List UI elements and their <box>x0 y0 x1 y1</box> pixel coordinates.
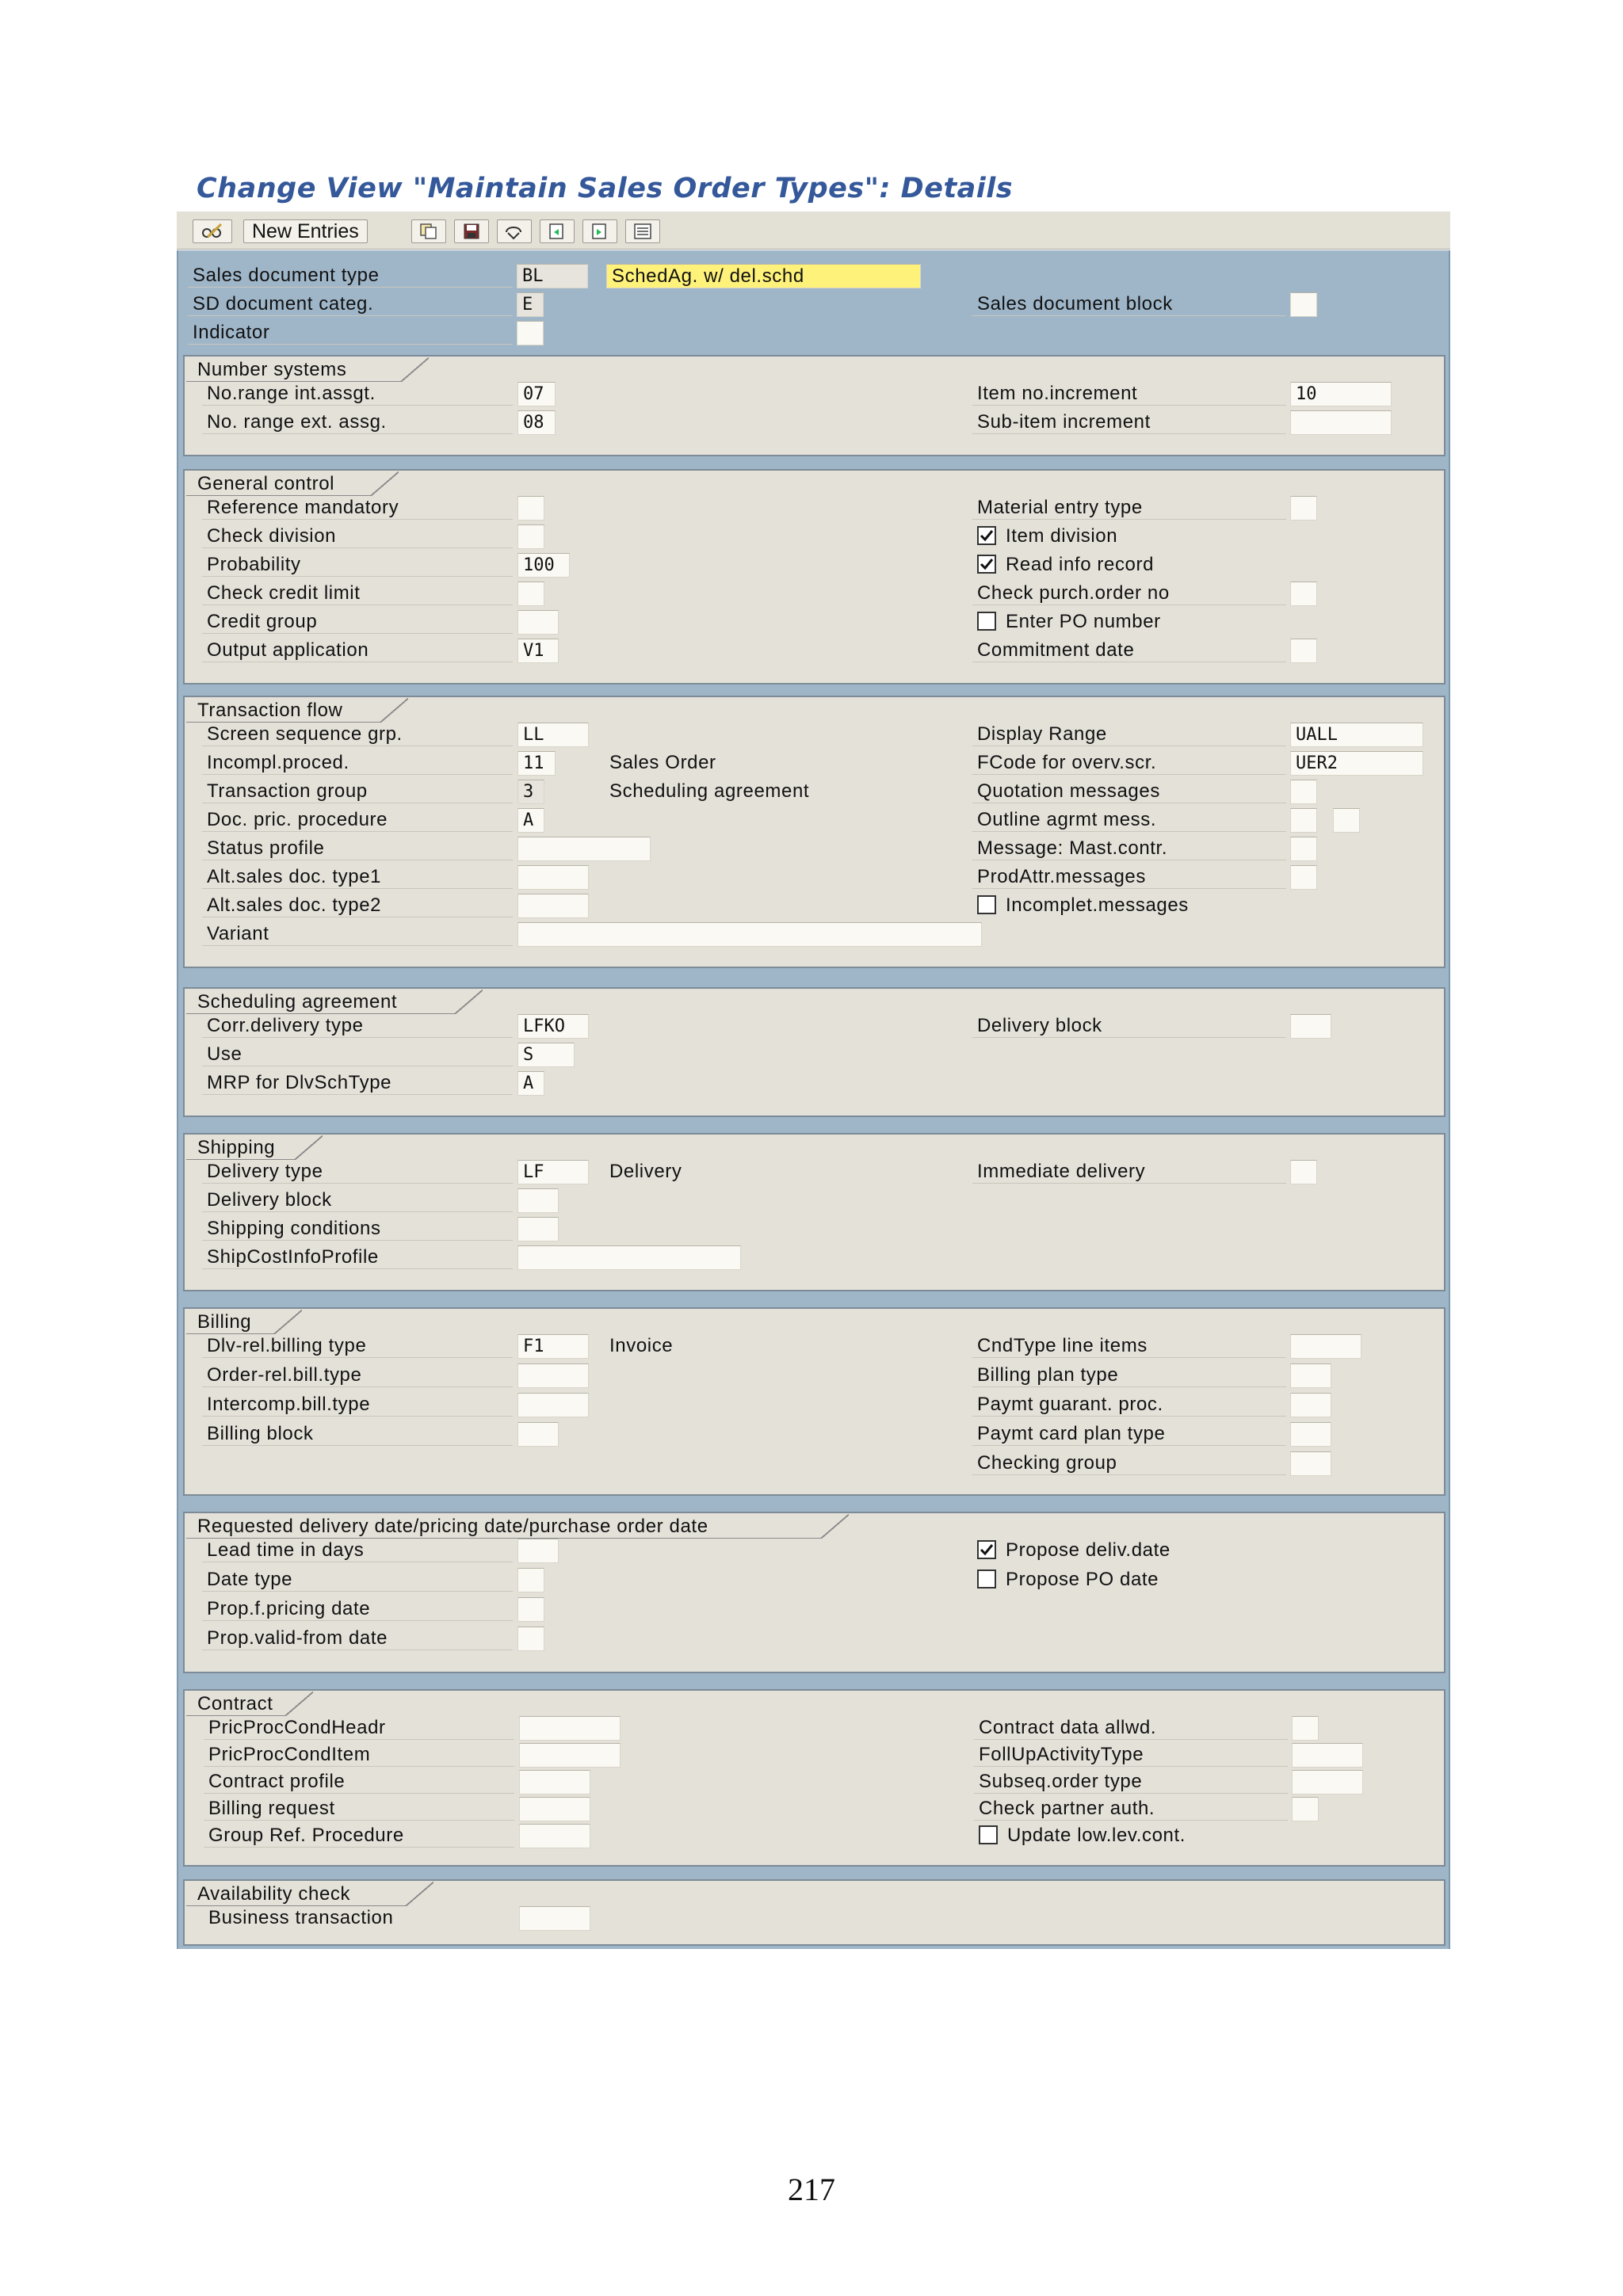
general-control-group <box>183 469 1445 685</box>
variant-label: Variant <box>202 922 513 946</box>
paymt-card-plan-type-field[interactable] <box>1290 1422 1331 1447</box>
number-systems-title: Number systems <box>186 358 400 382</box>
next-entry-icon <box>589 223 611 240</box>
page-title: Change View "Maintain Sales Order Types": Details <box>197 173 1014 204</box>
contract-profile-field[interactable] <box>519 1770 590 1794</box>
incompl-proced-field[interactable]: 11 <box>517 751 556 776</box>
commitment-date-field[interactable] <box>1290 639 1317 663</box>
credit-group-label: Credit group <box>202 610 513 634</box>
enter-po-number-label: Enter PO number <box>1006 611 1161 632</box>
propose-po-date-label: Propose PO date <box>1006 1569 1159 1590</box>
item-division-label: Item division <box>1006 525 1118 547</box>
immediate-delivery-field[interactable] <box>1290 1160 1317 1184</box>
prodattr-messages-label: ProdAttr.messages <box>972 865 1286 889</box>
sd-doc-categ-label: SD document categ. <box>188 292 513 316</box>
number-systems-group <box>183 355 1445 456</box>
follup-activity-type-label: FollUpActivityType <box>974 1743 1288 1767</box>
select-all-icon <box>632 223 654 240</box>
sales-doc-block-label: Sales document block <box>972 292 1286 316</box>
propose-deliv-date-checkbox[interactable] <box>977 1540 996 1559</box>
incompl-proced-description: Sales Order <box>609 752 716 773</box>
group-ref-procedure-field[interactable] <box>519 1824 590 1848</box>
output-application-label: Output application <box>202 639 513 662</box>
checkmark-icon <box>980 528 994 543</box>
material-entry-type-label: Material entry type <box>972 496 1286 520</box>
check-purch-order-label: Check purch.order no <box>972 582 1286 605</box>
contract-group <box>183 1689 1445 1867</box>
business-transaction-field[interactable] <box>519 1906 590 1931</box>
transaction-flow-group <box>183 696 1445 968</box>
prodattr-messages-field[interactable] <box>1290 865 1317 890</box>
variant-field[interactable] <box>517 922 982 947</box>
cndtype-line-items-label: CndType line items <box>972 1334 1286 1358</box>
checking-group-label: Checking group <box>972 1451 1286 1475</box>
read-info-record-label: Read info record <box>1006 554 1155 575</box>
delivery-type-description: Delivery <box>609 1161 682 1182</box>
pricproc-condheadr-field[interactable] <box>519 1716 621 1741</box>
shipping-conditions-label: Shipping conditions <box>202 1217 513 1241</box>
dlv-rel-billing-type-description: Invoice <box>609 1335 674 1356</box>
delivery-type-label: Delivery type <box>202 1160 513 1184</box>
paymt-guarant-proc-field[interactable] <box>1290 1393 1331 1417</box>
message-mast-contr-field[interactable] <box>1290 837 1317 861</box>
prop-pricing-date-label: Prop.f.pricing date <box>202 1597 513 1621</box>
cndtype-line-items-field[interactable] <box>1290 1334 1361 1359</box>
save-icon <box>460 223 483 240</box>
indicator-label: Indicator <box>188 321 513 345</box>
probability-field[interactable]: 100 <box>517 553 570 578</box>
billing-plan-type-label: Billing plan type <box>972 1363 1286 1387</box>
shipping-delivery-block-field[interactable] <box>517 1188 559 1213</box>
shipping-title: Shipping <box>186 1136 294 1160</box>
sales-doc-block-field[interactable] <box>1290 292 1317 317</box>
no-range-ext-label: No. range ext. assg. <box>202 410 513 434</box>
requested-delivery-group <box>183 1512 1445 1673</box>
check-division-label: Check division <box>202 524 513 548</box>
delivery-type-field[interactable]: LF <box>517 1160 589 1184</box>
corr-delivery-type-field[interactable]: LFKO <box>517 1014 589 1039</box>
billing-request-field[interactable] <box>519 1797 590 1821</box>
output-application-field[interactable]: V1 <box>517 639 559 663</box>
new-entries-button[interactable]: New Entries <box>243 219 368 243</box>
scheduling-agreement-group <box>183 987 1445 1117</box>
lead-time-label: Lead time in days <box>202 1539 513 1562</box>
alt-sales-doc-type1-field[interactable] <box>517 865 589 890</box>
outline-agrmt-label: Outline agrmt mess. <box>972 808 1286 832</box>
sched-delivery-block-label: Delivery block <box>972 1014 1286 1038</box>
date-type-field[interactable] <box>517 1568 544 1592</box>
doc-pric-procedure-label: Doc. pric. procedure <box>202 808 513 832</box>
pricproc-condheadr-label: PricProcCondHeadr <box>204 1716 514 1740</box>
status-profile-label: Status profile <box>202 837 513 860</box>
mrp-dlvschtype-field[interactable]: A <box>517 1071 544 1096</box>
transaction-group-label: Transaction group <box>202 780 513 803</box>
business-transaction-label: Business transaction <box>208 1907 394 1928</box>
prop-valid-from-label: Prop.valid-from date <box>202 1627 513 1650</box>
check-partner-auth-label: Check partner auth. <box>974 1797 1288 1821</box>
sales-doc-type-label: Sales document type <box>188 264 513 288</box>
update-low-lev-cont-label: Update low.lev.cont. <box>1007 1825 1186 1846</box>
page-number: 217 <box>788 2172 835 2207</box>
dlv-rel-billing-type-label: Dlv-rel.billing type <box>202 1334 513 1358</box>
alt-sales-doc-type1-label: Alt.sales doc. type1 <box>202 865 513 889</box>
fcode-overview-label: FCode for overv.scr. <box>972 751 1286 775</box>
sub-item-increment-field[interactable] <box>1290 410 1392 435</box>
shipcost-info-profile-label: ShipCostInfoProfile <box>202 1245 513 1269</box>
lead-time-field[interactable] <box>517 1539 559 1563</box>
previous-entry-button[interactable] <box>540 219 575 243</box>
status-profile-field[interactable] <box>517 837 651 861</box>
save-button[interactable] <box>454 219 489 243</box>
immediate-delivery-label: Immediate delivery <box>972 1160 1286 1184</box>
display-change-button[interactable] <box>193 219 232 243</box>
pricproc-conditem-field[interactable] <box>519 1743 621 1768</box>
use-field[interactable]: S <box>517 1043 575 1067</box>
update-low-lev-cont-checkbox[interactable] <box>979 1825 998 1844</box>
billing-block-field[interactable] <box>517 1422 559 1447</box>
display-range-field[interactable]: UALL <box>1290 723 1423 747</box>
availability-check-title: Availability check <box>186 1882 405 1906</box>
prop-pricing-date-field[interactable] <box>517 1597 544 1622</box>
reference-mandatory-label: Reference mandatory <box>202 496 513 520</box>
no-range-int-label: No.range int.assgt. <box>202 382 513 406</box>
item-no-increment-field[interactable]: 10 <box>1290 382 1392 406</box>
glasses-pencil-icon <box>201 223 223 240</box>
select-all-button[interactable] <box>625 219 660 243</box>
contract-profile-label: Contract profile <box>204 1770 514 1794</box>
sales-doc-type-description: SchedAg. w/ del.schd <box>606 264 921 288</box>
alt-sales-doc-type2-label: Alt.sales doc. type2 <box>202 894 513 917</box>
shipping-group <box>183 1133 1445 1291</box>
incompl-proced-label: Incompl.proced. <box>202 751 513 775</box>
order-rel-bill-type-field[interactable] <box>517 1363 589 1388</box>
follup-activity-type-field[interactable] <box>1292 1743 1363 1768</box>
copy-icon <box>418 223 440 240</box>
billing-group <box>183 1307 1445 1496</box>
requested-delivery-title: Requested delivery date/pricing date/purchase order date <box>186 1515 820 1539</box>
checkmark-icon <box>980 557 994 571</box>
reference-mandatory-field[interactable] <box>517 496 544 521</box>
doc-pric-procedure-field[interactable]: A <box>517 808 544 833</box>
paymt-card-plan-type-label: Paymt card plan type <box>972 1422 1286 1446</box>
outline-agrmt-field-2[interactable] <box>1333 808 1360 833</box>
subseq-order-type-field[interactable] <box>1292 1770 1363 1794</box>
shipping-delivery-block-label: Delivery block <box>202 1188 513 1212</box>
general-control-title: General control <box>186 472 370 496</box>
application-toolbar <box>177 211 1450 250</box>
availability-check-group <box>183 1879 1445 1946</box>
probability-label: Probability <box>202 553 513 577</box>
mrp-dlvschtype-label: MRP for DlvSchType <box>202 1071 513 1095</box>
no-range-ext-field[interactable]: 08 <box>517 410 556 435</box>
sched-delivery-block-field[interactable] <box>1290 1014 1331 1039</box>
item-no-increment-label: Item no.increment <box>972 382 1286 406</box>
screen-sequence-label: Screen sequence grp. <box>202 723 513 746</box>
billing-request-label: Billing request <box>204 1797 514 1821</box>
prop-valid-from-field[interactable] <box>517 1627 544 1651</box>
contract-data-allwd-field[interactable] <box>1292 1716 1319 1741</box>
billing-block-label: Billing block <box>202 1422 513 1446</box>
transaction-group-description: Scheduling agreement <box>609 780 810 802</box>
group-ref-procedure-label: Group Ref. Procedure <box>204 1824 514 1848</box>
pricproc-conditem-label: PricProcCondItem <box>204 1743 514 1767</box>
contract-data-allwd-label: Contract data allwd. <box>974 1716 1288 1740</box>
details-screen <box>177 250 1450 1949</box>
item-division-checkbox[interactable] <box>977 526 996 545</box>
fcode-overview-field[interactable]: UER2 <box>1290 751 1423 776</box>
paymt-guarant-proc-label: Paymt guarant. proc. <box>972 1393 1286 1417</box>
outline-agrmt-field[interactable] <box>1290 808 1317 833</box>
sd-doc-categ-field[interactable]: E <box>517 292 544 317</box>
shipcost-info-profile-field[interactable] <box>517 1245 741 1270</box>
screen-sequence-field[interactable]: LL <box>517 723 589 747</box>
indicator-field[interactable] <box>517 321 544 345</box>
propose-deliv-date-label: Propose deliv.date <box>1006 1539 1170 1561</box>
check-credit-limit-label: Check credit limit <box>202 582 513 605</box>
undo-icon <box>503 223 525 240</box>
intercomp-bill-type-label: Intercomp.bill.type <box>202 1393 513 1417</box>
check-credit-limit-field[interactable] <box>517 582 544 606</box>
alt-sales-doc-type2-field[interactable] <box>517 894 589 918</box>
dlv-rel-billing-type-field[interactable]: F1 <box>517 1334 589 1359</box>
credit-group-field[interactable] <box>517 610 559 635</box>
sales-doc-type-field[interactable]: BL <box>517 264 588 288</box>
quotation-messages-label: Quotation messages <box>972 780 1286 803</box>
transaction-group-field[interactable]: 3 <box>517 780 544 804</box>
checking-group-field[interactable] <box>1290 1451 1331 1476</box>
scheduling-agreement-title: Scheduling agreement <box>186 990 454 1014</box>
billing-title: Billing <box>186 1310 273 1334</box>
contract-title: Contract <box>186 1692 285 1716</box>
intercomp-bill-type-field[interactable] <box>517 1393 589 1417</box>
check-division-field[interactable] <box>517 524 544 549</box>
checkmark-icon <box>980 1543 994 1557</box>
billing-plan-type-field[interactable] <box>1290 1363 1331 1388</box>
subseq-order-type-label: Subseq.order type <box>974 1770 1288 1794</box>
copy-button[interactable] <box>411 219 446 243</box>
shipping-conditions-field[interactable] <box>517 1217 559 1241</box>
previous-entry-icon <box>546 223 568 240</box>
next-entry-button[interactable] <box>582 219 617 243</box>
sub-item-increment-label: Sub-item increment <box>972 410 1286 434</box>
use-label: Use <box>202 1043 513 1066</box>
display-range-label: Display Range <box>972 723 1286 746</box>
message-mast-contr-label: Message: Mast.contr. <box>972 837 1286 860</box>
incomplet-messages-checkbox[interactable] <box>977 895 996 914</box>
transaction-flow-title: Transaction flow <box>186 699 380 723</box>
propose-po-date-checkbox[interactable] <box>977 1569 996 1589</box>
order-rel-bill-type-label: Order-rel.bill.type <box>202 1363 513 1387</box>
read-info-record-checkbox[interactable] <box>977 555 996 574</box>
commitment-date-label: Commitment date <box>972 639 1286 662</box>
enter-po-number-checkbox[interactable] <box>977 612 996 631</box>
corr-delivery-type-label: Corr.delivery type <box>202 1014 513 1038</box>
date-type-label: Date type <box>202 1568 513 1592</box>
check-partner-auth-field[interactable] <box>1292 1797 1319 1821</box>
quotation-messages-field[interactable] <box>1290 780 1317 804</box>
check-purch-order-field[interactable] <box>1290 582 1317 606</box>
material-entry-type-field[interactable] <box>1290 496 1317 521</box>
undo-button[interactable] <box>497 219 532 243</box>
no-range-int-field[interactable]: 07 <box>517 382 556 406</box>
incomplet-messages-label: Incomplet.messages <box>1006 894 1189 916</box>
